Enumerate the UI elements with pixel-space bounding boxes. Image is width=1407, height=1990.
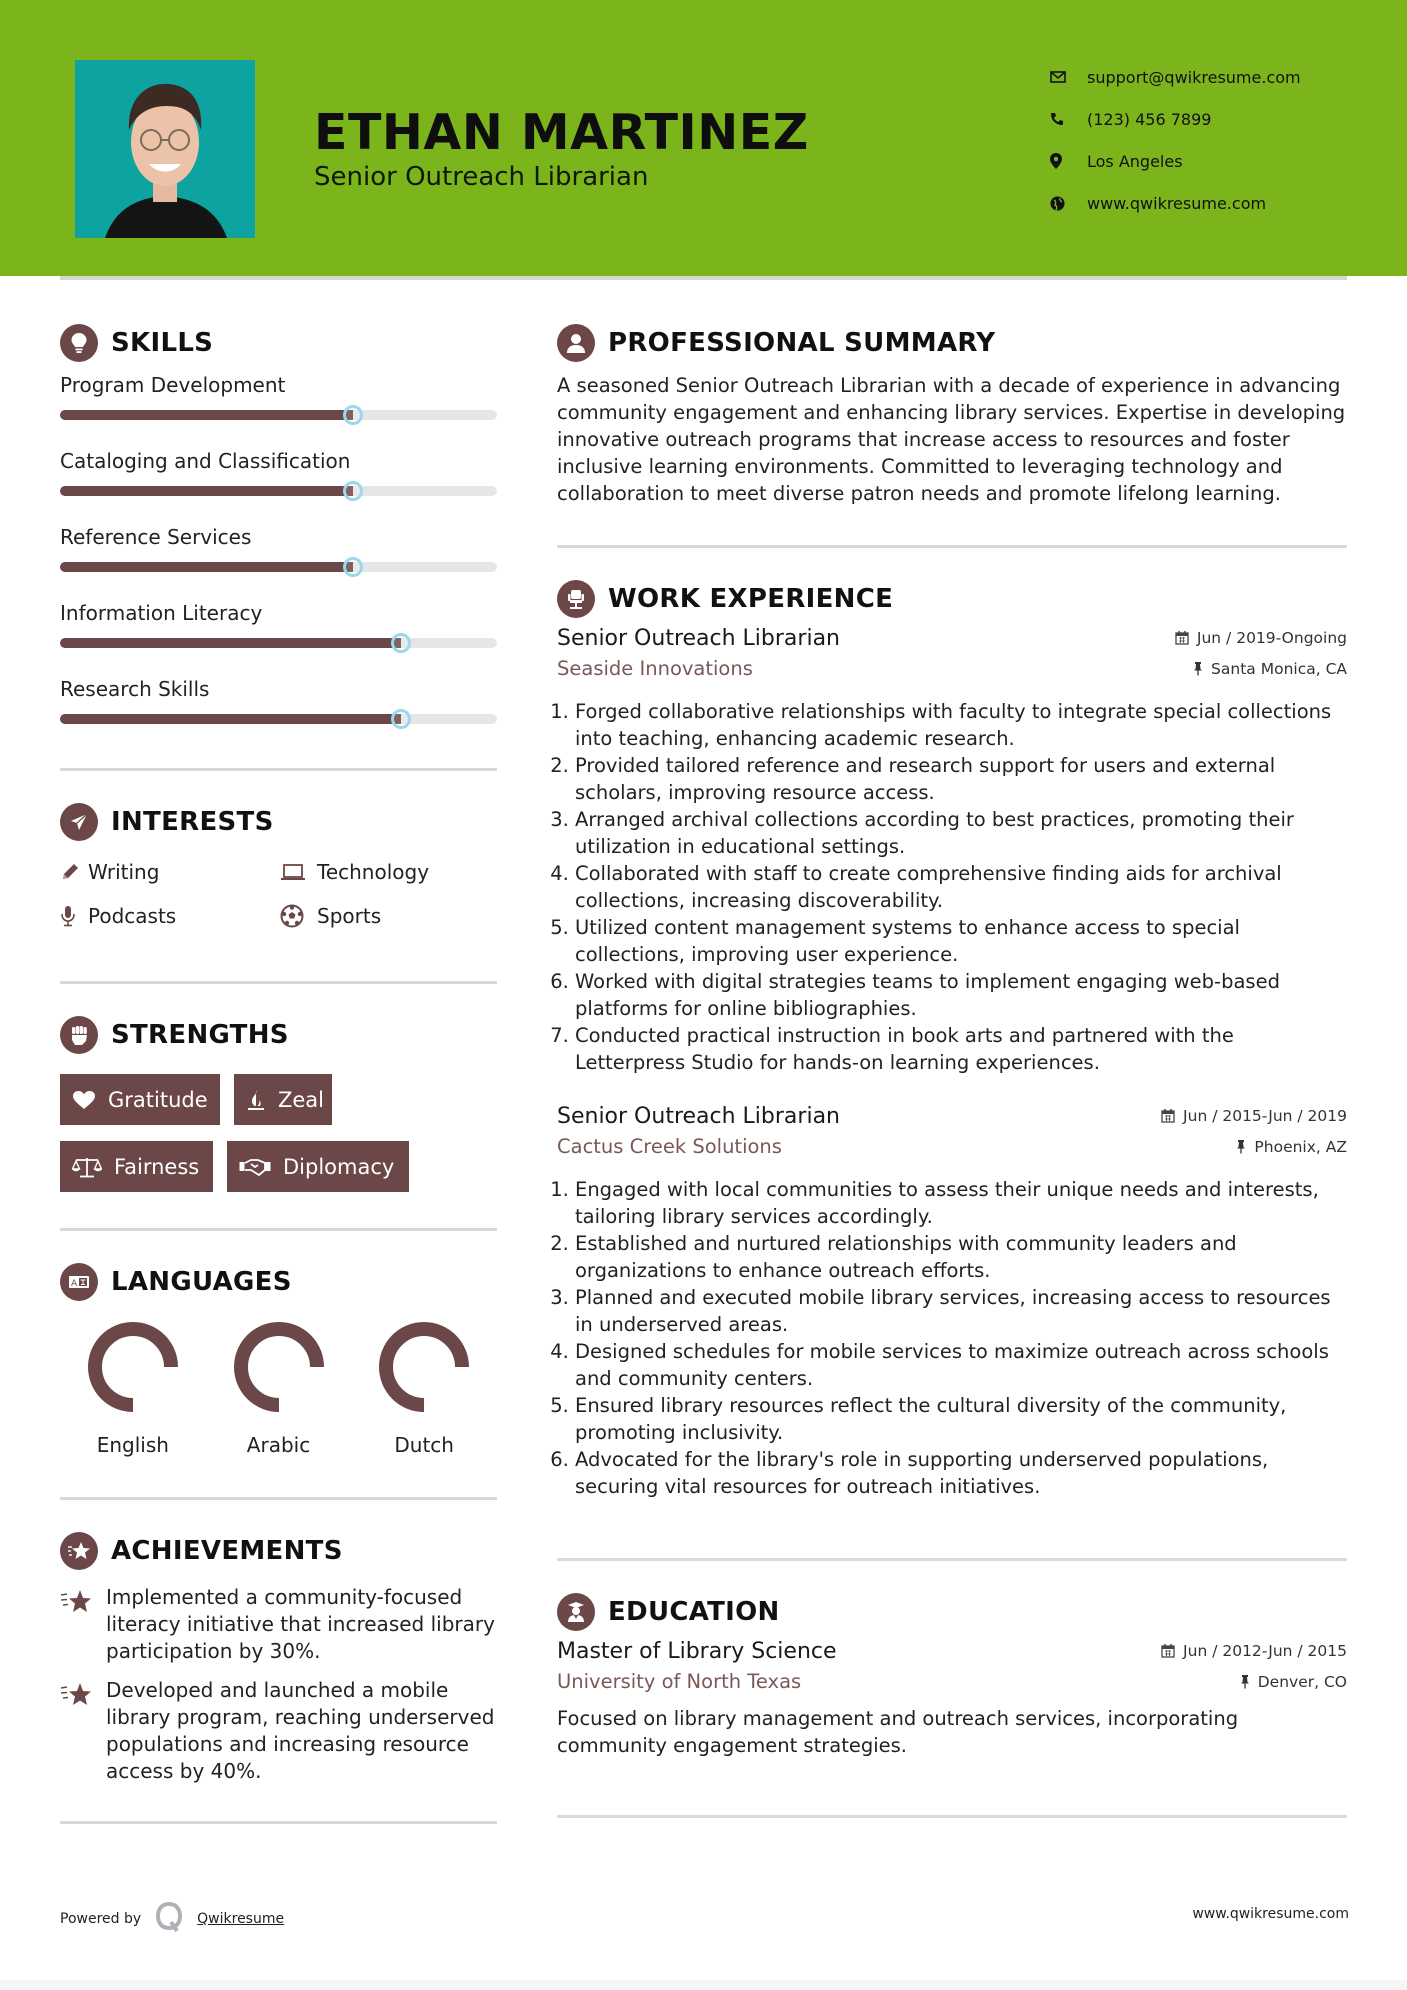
contact-website-text: www.qwikresume.com [1087,193,1267,213]
strength-label: Zeal [278,1087,325,1112]
job-entry [557,1104,1347,1500]
language-icon [60,1263,98,1301]
contact-email[interactable] [1050,56,1301,98]
section-divider [60,1228,497,1231]
job-bullet: 2. Provided tailored reference and research support for users and external scholars, improving resource access. [575,752,1347,806]
section-divider [557,545,1347,548]
laptop-icon [280,863,317,881]
map-marker-icon [1050,153,1087,169]
contact-email-text: support@qwikresume.com [1087,67,1301,87]
job-bullet: 6. Advocated for the library's role in supporting underserved populations, securing vital resources for outreach initiatives. [575,1446,1347,1500]
qwikresume-link[interactable]: Qwikresume [197,1911,285,1927]
soccer-ball-icon [280,904,317,928]
school: University of North Texas [557,1670,802,1693]
strength-label: Diplomacy [283,1154,395,1179]
skill-fill [60,410,353,420]
job-company: Seaside Innovations [557,657,753,680]
skill-slider[interactable] [60,714,497,724]
skill-slider[interactable] [60,562,497,572]
job-date-text: Jun / 2019-Ongoing [1196,628,1347,647]
education-date [1161,1642,1347,1660]
job-bullets [557,1176,1347,1500]
skill-knob[interactable] [391,709,411,729]
skill-label: Cataloging and Classification [60,449,351,473]
globe-icon [1050,196,1087,211]
achievement-text: Developed and launched a mobile library program, reaching underserved populations and increasing resource access by 40%. [106,1678,495,1783]
job-bullet: 5. Ensured library resources reflect the cultural diversity of the community, promoting inclusivity. [575,1392,1347,1446]
job-title: Senior Outreach Librarian [557,1104,840,1129]
candidate-name: ETHAN MARTINEZ [314,104,809,161]
office-chair-icon [557,580,595,618]
achievement-text: Implemented a community-focused literacy initiative that increased library participation by 30%. [106,1585,495,1663]
skill-item [60,522,497,572]
section-divider [557,1558,1347,1561]
experience-title: WORK EXPERIENCE [608,584,894,614]
pencil-icon [60,862,88,882]
language-item [351,1321,497,1457]
powered-by-label: Powered by [60,1911,142,1927]
candidate-title: Senior Outreach Librarian [314,162,649,192]
interests-section [60,797,497,931]
language-item [206,1321,352,1457]
interest-item [280,901,500,931]
skill-knob[interactable] [343,557,363,577]
job-title: Senior Outreach Librarian [557,626,840,651]
left-column [60,318,497,1824]
interest-item [60,857,280,887]
job-date [1161,1107,1347,1125]
interest-label: Sports [317,904,382,928]
skill-label: Program Development [60,373,286,397]
interest-item [280,857,500,887]
interests-title: INTERESTS [111,807,274,837]
job-location-text: Santa Monica, CA [1211,659,1347,678]
svg-text:A: A [71,1279,78,1289]
skill-label: Information Literacy [60,601,263,625]
skill-fill [60,486,353,496]
job-bullet: 6. Worked with digital strategies teams to implement engaging web-based platforms for online bibliographies. [575,968,1347,1022]
summary-section [557,318,1347,507]
strength-badge [60,1141,213,1192]
achievements-title: ACHIEVEMENTS [111,1536,343,1566]
language-proficiency-ring [87,1321,179,1413]
summary-title: PROFESSIONAL SUMMARY [608,328,996,358]
skills-section [60,318,497,724]
strengths-title: STRENGTHS [111,1020,289,1050]
phone-icon [1050,112,1087,126]
strength-badge [227,1141,409,1192]
flame-icon [246,1089,266,1111]
degree: Master of Library Science [557,1639,837,1664]
language-label: Dutch [394,1433,454,1457]
lightbulb-icon [60,324,98,362]
job-date [1175,629,1347,647]
languages-title: LANGUAGES [111,1267,292,1297]
skills-title: SKILLS [111,328,214,358]
job-company: Cactus Creek Solutions [557,1135,782,1158]
interest-label: Writing [88,860,160,884]
job-bullet: 3. Planned and executed mobile library services, increasing access to resources in underserved areas. [575,1284,1347,1338]
section-divider [60,1821,497,1824]
fist-icon [60,1016,98,1054]
calendar-icon [1175,630,1189,645]
education-title: EDUCATION [608,1597,780,1627]
graduate-icon [557,1593,595,1631]
contact-phone[interactable] [1050,98,1301,140]
skill-slider[interactable] [60,486,497,496]
education-description: Focused on library management and outreach services, incorporating community engagement strategies. [557,1707,1239,1757]
education-section [557,1587,1347,1759]
job-bullets [557,698,1347,1076]
strengths-section [60,1010,497,1192]
qwikresume-logo-icon [155,1902,183,1936]
section-divider [60,981,497,984]
paper-plane-icon [60,803,98,841]
handshake-icon [239,1157,271,1177]
skill-item [60,370,497,420]
job-location [1193,660,1347,678]
profile-photo [75,60,255,238]
skill-label: Reference Services [60,525,252,549]
contact-location [1050,140,1301,182]
balance-scale-icon [72,1156,102,1178]
skill-knob[interactable] [391,633,411,653]
skill-fill [60,562,353,572]
user-icon [557,324,595,362]
job-bullet: 1. Engaged with local communities to assess their unique needs and interests, tailoring library services accordingly. [575,1176,1347,1230]
education-location-text: Denver, CO [1257,1672,1347,1691]
heart-icon [72,1090,96,1110]
job-bullet: 1. Forged collaborative relationships with faculty to integrate special collections into teaching, enhancing academic research. [575,698,1347,752]
language-item [60,1321,206,1457]
resume-header [0,0,1407,276]
contact-phone-text: (123) 456 7899 [1087,109,1212,129]
pushpin-icon [1236,1139,1246,1154]
star-icon [60,1584,106,1665]
strength-label: Gratitude [108,1087,208,1112]
skill-fill [60,714,401,724]
strength-badge [60,1074,220,1125]
footer-powered-by [60,1902,284,1936]
section-divider [60,1497,497,1500]
strength-badge [234,1074,332,1125]
achievement-item [60,1677,497,1785]
right-column [557,318,1347,1818]
interest-label: Podcasts [88,904,177,928]
section-divider [60,768,497,771]
job-date-text: Jun / 2015-Jun / 2019 [1183,1106,1347,1125]
interest-item [60,901,280,931]
job-location [1236,1138,1347,1156]
strength-label: Fairness [114,1154,200,1179]
header-divider [60,276,1347,280]
skill-fill [60,638,401,648]
contact-location-text: Los Angeles [1087,151,1183,171]
languages-section [60,1257,497,1457]
language-proficiency-ring [233,1321,325,1413]
job-bullet: 5. Utilized content management systems to enhance access to special collections, improving user experience. [575,914,1347,968]
section-divider [557,1815,1347,1818]
skill-knob[interactable] [343,481,363,501]
pushpin-icon [1193,661,1203,676]
footer-website[interactable]: www.qwikresume.com [1192,1906,1349,1922]
skill-label: Research Skills [60,677,210,701]
star-icon [60,1677,106,1785]
pushpin-icon [1240,1674,1250,1689]
job-bullet: 4. Collaborated with staff to create comprehensive finding aids for archival collections, increasing discoverability. [575,860,1347,914]
achievement-item [60,1584,497,1665]
experience-section [557,574,1347,1500]
achievements-section [60,1526,497,1785]
bottom-strip [0,1980,1407,1990]
skill-slider[interactable] [60,410,497,420]
job-location-text: Phoenix, AZ [1254,1137,1347,1156]
job-bullet: 4. Designed schedules for mobile services to maximize outreach across schools and community centers. [575,1338,1347,1392]
education-location [1240,1673,1347,1691]
interest-label: Technology [317,860,430,884]
contact-list [1050,56,1301,224]
summary-text: A seasoned Senior Outreach Librarian with a decade of experience in advancing community engagement and enhancing library services. Expertise in developing innovative outreach programs that increase access to resources and foster inclusive learning environments. Committed to leveraging technology and collaboration to meet diverse patron needs and promote lifelong learning. [557,374,1346,505]
language-label: English [96,1433,169,1457]
job-bullet: 3. Arranged archival collections according to best practices, promoting their utilization in educational settings. [575,806,1347,860]
job-bullet: 2. Established and nurtured relationships with community leaders and organizations to enhance outreach efforts. [575,1230,1347,1284]
envelope-icon [1050,71,1087,83]
skill-item [60,446,497,496]
microphone-icon [60,905,88,927]
language-proficiency-ring [378,1321,470,1413]
calendar-icon [1161,1108,1175,1123]
star-badge-icon [60,1532,98,1570]
education-date-text: Jun / 2012-Jun / 2015 [1183,1641,1347,1660]
job-bullet: 7. Conducted practical instruction in book arts and partnered with the Letterpress Studio for hands-on learning experiences. [575,1022,1347,1076]
job-entry [557,626,1347,1076]
language-label: Arabic [246,1433,311,1457]
skill-item [60,598,497,648]
contact-website[interactable] [1050,182,1301,224]
skill-knob[interactable] [343,405,363,425]
education-entry [557,1639,1347,1759]
calendar-icon [1161,1643,1175,1658]
skill-item [60,674,497,724]
skill-slider[interactable] [60,638,497,648]
